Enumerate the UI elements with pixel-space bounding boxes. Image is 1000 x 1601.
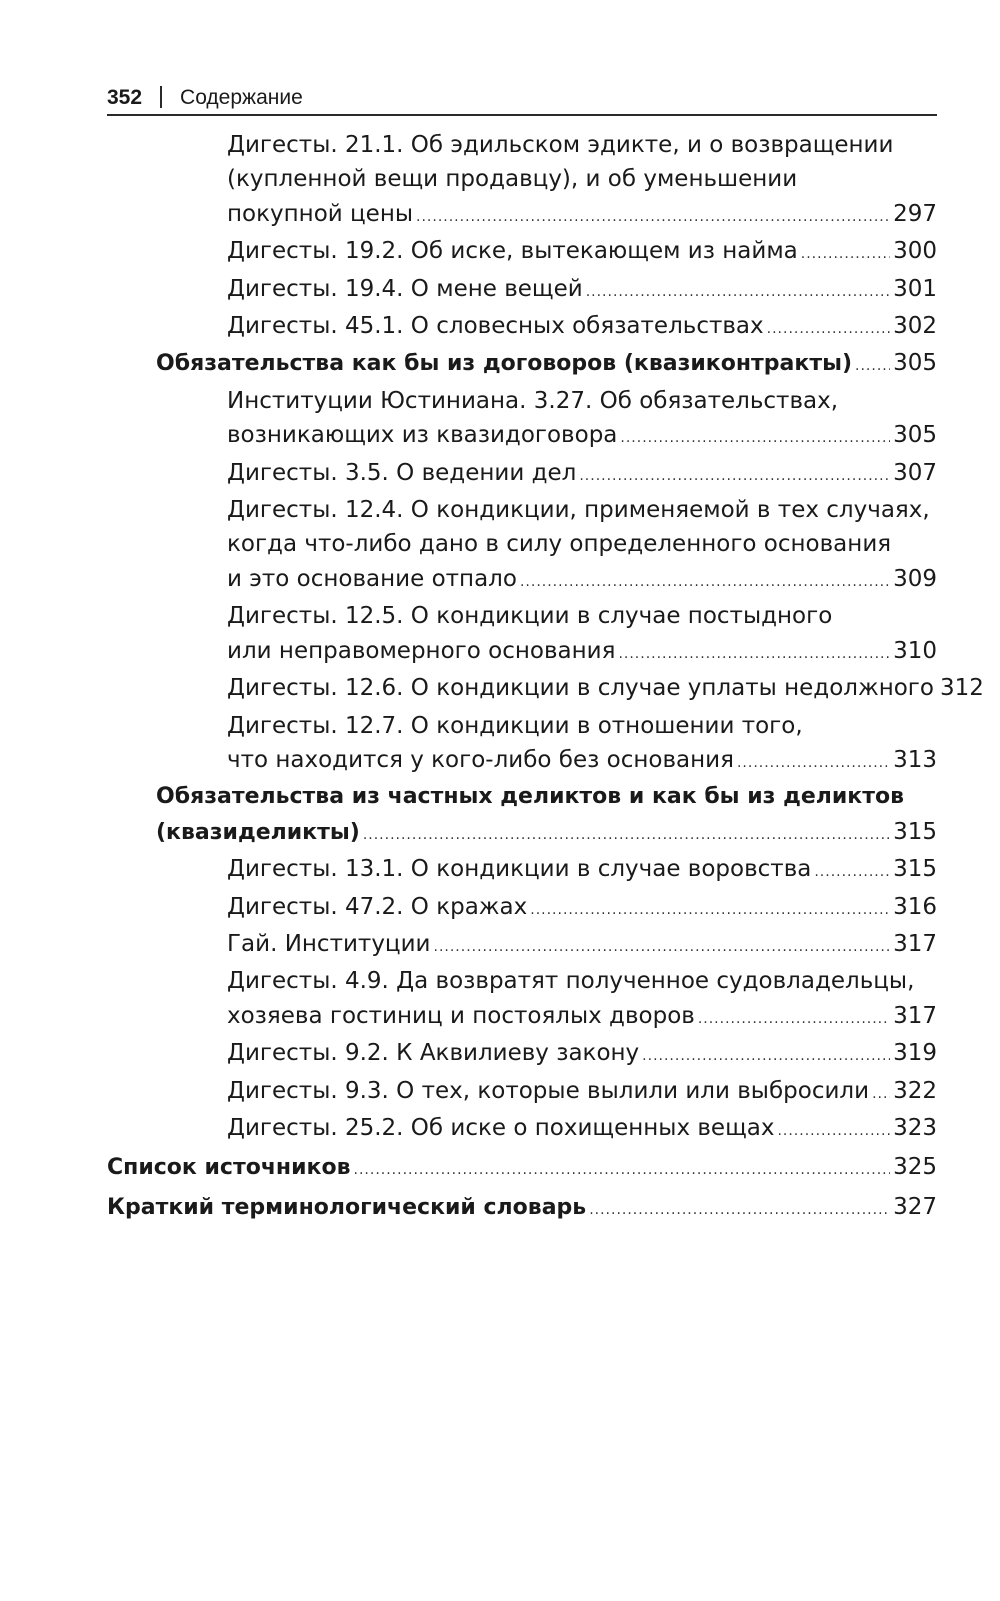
- dot-leader: [855, 349, 890, 383]
- toc-entry-title-line: Институции Юстиниана. 3.27. Об обязательствах,: [227, 387, 839, 414]
- toc-entry[interactable]: [0, 1036, 937, 1073]
- dot-leader: [363, 818, 890, 852]
- toc-entry-page-number: 316: [893, 893, 937, 920]
- toc-entry-title-line: Дигесты. 9.3. О тех, которые вылили или выбросили: [227, 1077, 870, 1104]
- toc-entry-last-line: [227, 272, 937, 309]
- toc-entry[interactable]: [0, 1074, 937, 1111]
- toc-entry[interactable]: [0, 927, 937, 964]
- dot-leader: [530, 893, 890, 927]
- toc-entry-last-line: [227, 418, 937, 455]
- toc-entry-page-number: 297: [893, 200, 937, 227]
- toc-entry-title-line: Обязательства из частных деликтов и как бы из деликтов: [156, 784, 905, 810]
- toc-entry[interactable]: [0, 890, 937, 927]
- section-title: Содержание: [180, 86, 303, 109]
- dot-leader: [434, 930, 891, 964]
- dot-leader: [354, 1153, 891, 1187]
- toc-entry-title-line: (квазиделикты): [156, 819, 360, 845]
- toc-entry[interactable]: [0, 384, 937, 456]
- toc-entry-title-line: или неправомерного основания: [227, 637, 616, 664]
- toc-entry-title-line: когда что-либо дано в силу определенного основания: [227, 531, 892, 558]
- toc-entry-title-line: Дигесты. 21.1. Об эдильском эдикте, и о возвращении: [227, 132, 894, 158]
- toc-entry-last-line: [227, 927, 937, 964]
- toc-entry-title-line: Дигесты. 12.7. О кондикции в отношении того,: [227, 712, 803, 739]
- toc-entry[interactable]: [0, 346, 937, 383]
- dot-leader: [872, 1077, 890, 1111]
- toc-entry[interactable]: [0, 493, 937, 599]
- toc-entry-title-line: покупной цены: [227, 200, 414, 227]
- toc-entry-page-number: 317: [893, 1002, 937, 1029]
- toc-entry-last-line: [227, 1111, 937, 1148]
- toc-entry-last-line: [227, 1036, 937, 1073]
- toc-entry-title-line: Дигесты. 13.1. О кондикции в случае воровства: [227, 856, 812, 883]
- toc-entry-title-line: возникающих из квазидоговора: [227, 422, 618, 449]
- running-header: [107, 80, 937, 116]
- toc-entry-page-number: 319: [893, 1040, 937, 1067]
- toc-entry-last-line: [227, 456, 937, 493]
- toc-entry-page-number: 323: [893, 1114, 937, 1141]
- toc-entry-page-number: 325: [893, 1154, 937, 1181]
- toc-entry[interactable]: [0, 1150, 937, 1187]
- dot-leader: [737, 746, 890, 780]
- toc-entry-page-number: 317: [893, 930, 937, 957]
- toc-entry-page-number: 301: [893, 275, 937, 302]
- toc-entry-title-line: Дигесты. 12.4. О кондикции, применяемой в тех случаях,: [227, 497, 930, 524]
- dot-leader: [520, 565, 890, 599]
- toc-entry-title-line: Дигесты. 4.9. Да возвратят полученное судовладельцы,: [227, 968, 915, 995]
- toc-entry-page-number: 327: [893, 1193, 937, 1220]
- toc-entry-last-line: [227, 1074, 937, 1111]
- toc-entry-last-line: [227, 234, 937, 271]
- toc-entry-title-line: Дигесты. 19.2. Об иске, вытекающем из найма: [227, 238, 798, 265]
- toc-entry[interactable]: [0, 234, 937, 271]
- toc-entry-page-number: 315: [893, 856, 937, 883]
- toc-entry-title-line: Список источников: [107, 1155, 351, 1181]
- toc-entry-page-number: 313: [893, 746, 937, 773]
- toc-entry[interactable]: [0, 599, 937, 671]
- toc-entry-last-line: [227, 634, 937, 671]
- toc-entry-last-line: [107, 1150, 937, 1187]
- toc-entry-title-line: Дигесты. 19.4. О мене вещей: [227, 275, 583, 302]
- toc-entry-last-line: [227, 743, 937, 780]
- toc-entry[interactable]: [0, 456, 937, 493]
- dot-leader: [814, 855, 890, 889]
- toc-entry[interactable]: [0, 272, 937, 309]
- toc-entry-page-number: 305: [893, 422, 937, 449]
- toc-entry-page-number: 315: [893, 818, 937, 845]
- toc-entry-last-line: [227, 197, 937, 234]
- toc-entry-last-line: [156, 815, 937, 852]
- toc-entry-last-line: [107, 1190, 937, 1227]
- toc-entry-page-number: 309: [893, 565, 937, 592]
- toc-entry-page-number: 300: [893, 238, 937, 265]
- dot-leader: [589, 1193, 890, 1227]
- header-separator: [160, 86, 162, 108]
- toc-entry-last-line: [227, 309, 937, 346]
- toc-entry-title-line: Дигесты. 12.5. О кондикции в случае постыдного: [227, 603, 833, 630]
- dot-leader: [416, 200, 890, 234]
- toc-entry-title-line: что находится у кого-либо без основания: [227, 746, 734, 773]
- toc-entry-title-line: Краткий терминологический словарь: [107, 1194, 587, 1220]
- toc-entry-page-number: 307: [893, 459, 937, 486]
- toc-entry-title-line: Дигесты. 25.2. Об иске о похищенных вещах: [227, 1114, 775, 1141]
- toc-entry-title-line: Обязательства как бы из договоров (квазиконтракты): [156, 351, 853, 377]
- toc-entry-title-line: Дигесты. 9.2. К Аквилиеву закону: [227, 1040, 640, 1067]
- toc-entry-page-number: 312: [939, 675, 984, 702]
- toc-entry-page-number: 310: [893, 637, 937, 664]
- toc-entry-last-line: [227, 852, 937, 889]
- toc-entry-title-line: (купленной вещи продавцу), и об уменьшении: [227, 166, 798, 193]
- toc-entry-last-line: [227, 671, 984, 708]
- toc-entry-last-line: [227, 999, 937, 1036]
- toc-entry-title-line: Дигесты. 3.5. О ведении дел: [227, 459, 577, 486]
- toc-entry-page-number: 302: [893, 313, 937, 340]
- toc-entry-page-number: 322: [893, 1077, 937, 1104]
- toc-entry[interactable]: [0, 128, 937, 234]
- dot-leader: [579, 459, 890, 493]
- dot-leader: [698, 1002, 890, 1036]
- dot-leader: [586, 275, 890, 309]
- toc-entry-last-line: [156, 346, 937, 383]
- toc-entry[interactable]: [0, 671, 984, 708]
- dot-leader: [801, 237, 890, 271]
- toc-entry-last-line: [227, 890, 937, 927]
- toc-entry-title-line: хозяева гостиниц и постоялых дворов: [227, 1002, 695, 1029]
- dot-leader: [767, 312, 890, 346]
- toc-entry-page-number: 305: [893, 350, 937, 377]
- toc-entry-title-line: Дигесты. 45.1. О словесных обязательствах: [227, 313, 764, 340]
- dot-leader: [618, 637, 890, 671]
- toc-entry-title-line: и это основание отпало: [227, 565, 517, 592]
- toc-entry[interactable]: [0, 709, 937, 781]
- toc-entry[interactable]: [0, 964, 937, 1036]
- page-number: 352: [107, 86, 143, 109]
- toc-entry[interactable]: [0, 309, 937, 346]
- toc-entry[interactable]: [0, 852, 937, 889]
- toc-entry[interactable]: [0, 1190, 937, 1227]
- table-of-contents: [0, 128, 1000, 1227]
- dot-leader: [777, 1114, 890, 1148]
- dot-leader: [642, 1039, 890, 1073]
- toc-entry-title-line: Дигесты. 12.6. О кондикции в случае уплаты недолжного: [227, 675, 934, 702]
- toc-entry-last-line: [227, 562, 937, 599]
- toc-entry-title-line: Гай. Институции: [227, 930, 431, 957]
- toc-entry[interactable]: [0, 780, 937, 852]
- dot-leader: [620, 421, 890, 455]
- toc-entry[interactable]: [0, 1111, 937, 1148]
- toc-entry-title-line: Дигесты. 47.2. О кражах: [227, 893, 528, 920]
